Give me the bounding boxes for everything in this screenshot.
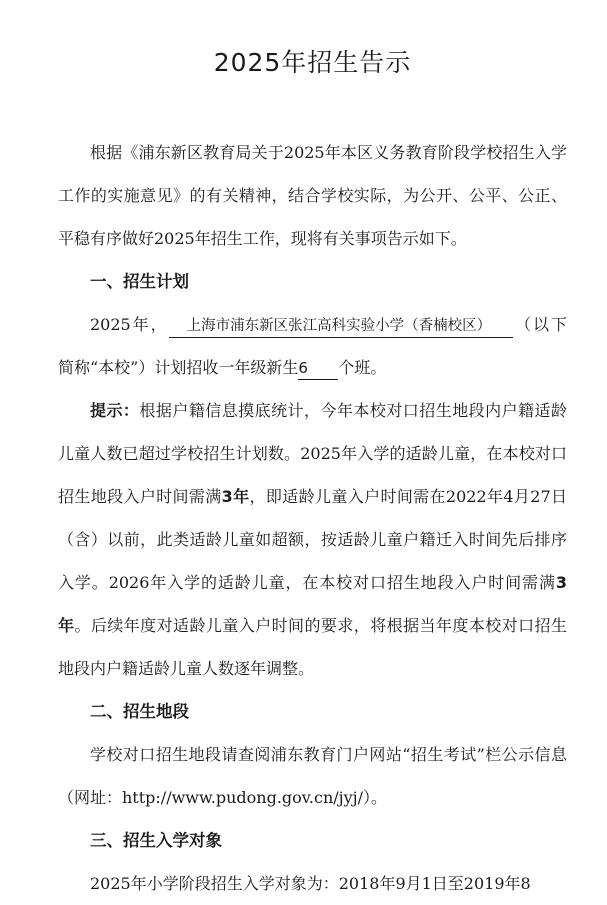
school-name-blank: 上海市浦东新区张江高科实验小学（香楠校区） <box>169 315 514 338</box>
tip-text-part1: 根据户籍信息摸底统计，今年本校对口招生地段内户籍适龄儿童人数已超过学校招生计划数。2025年入学的适龄儿童，在本校对口招生地段入户时间需满 <box>58 401 567 506</box>
intro-paragraph: 根据《浦东新区教育局关于2025年本区义务教育阶段学校招生入学工作的实施意见》的有关精神，结合学校实际，为公开、公平、公正、平稳有序做好2025年招生工作，现将有关事项告示如下。 <box>58 143 567 248</box>
plan-mid: （以下简称“本校”）计划招收一年级新生 <box>58 315 567 377</box>
enrollment-zone-paragraph: 学校对口招生地段请查阅浦东教育门户网站“招生考试”栏公示信息（网址：http://www.pudong.gov.cn/jyj/）。 <box>58 745 567 807</box>
tip-text-part2: ，即适龄儿童入户时间需在2022年4月27日（含）以前，此类适龄儿童如超额，按适龄儿童户籍迁入时间先后排序入学。2026年入学的适龄儿童，在本校对口招生地段入户时间需满 <box>58 487 567 592</box>
section-heading-enrollment-zone: 二、招生地段 <box>90 702 189 721</box>
plan-prefix: 2025年， <box>90 315 169 334</box>
notice-body <box>58 131 567 905</box>
section-heading-enrollment-plan: 一、招生计划 <box>90 272 189 291</box>
class-count-blank: 6 <box>298 357 338 380</box>
page-title: 2025年招生告示 <box>213 48 412 77</box>
tip-years-emphasis-1: 3年 <box>221 487 250 506</box>
section-heading-enrollment-targets: 三、招生入学对象 <box>90 831 222 850</box>
tip-label: 提示： <box>90 401 140 420</box>
enrollment-targets-paragraph: 2025年小学阶段招生入学对象为：2018年9月1日至2019年8 <box>90 874 531 893</box>
tip-paragraph <box>58 389 567 690</box>
enrollment-plan-paragraph <box>58 303 567 389</box>
plan-suffix: 个班。 <box>338 358 387 377</box>
tip-years-emphasis-2: 3年 <box>58 573 567 635</box>
tip-text-part3: 。后续年度对适龄儿童入户时间的要求，将根据当年度本校对口招生地段内户籍适龄儿童人数逐年调整。 <box>58 616 567 678</box>
